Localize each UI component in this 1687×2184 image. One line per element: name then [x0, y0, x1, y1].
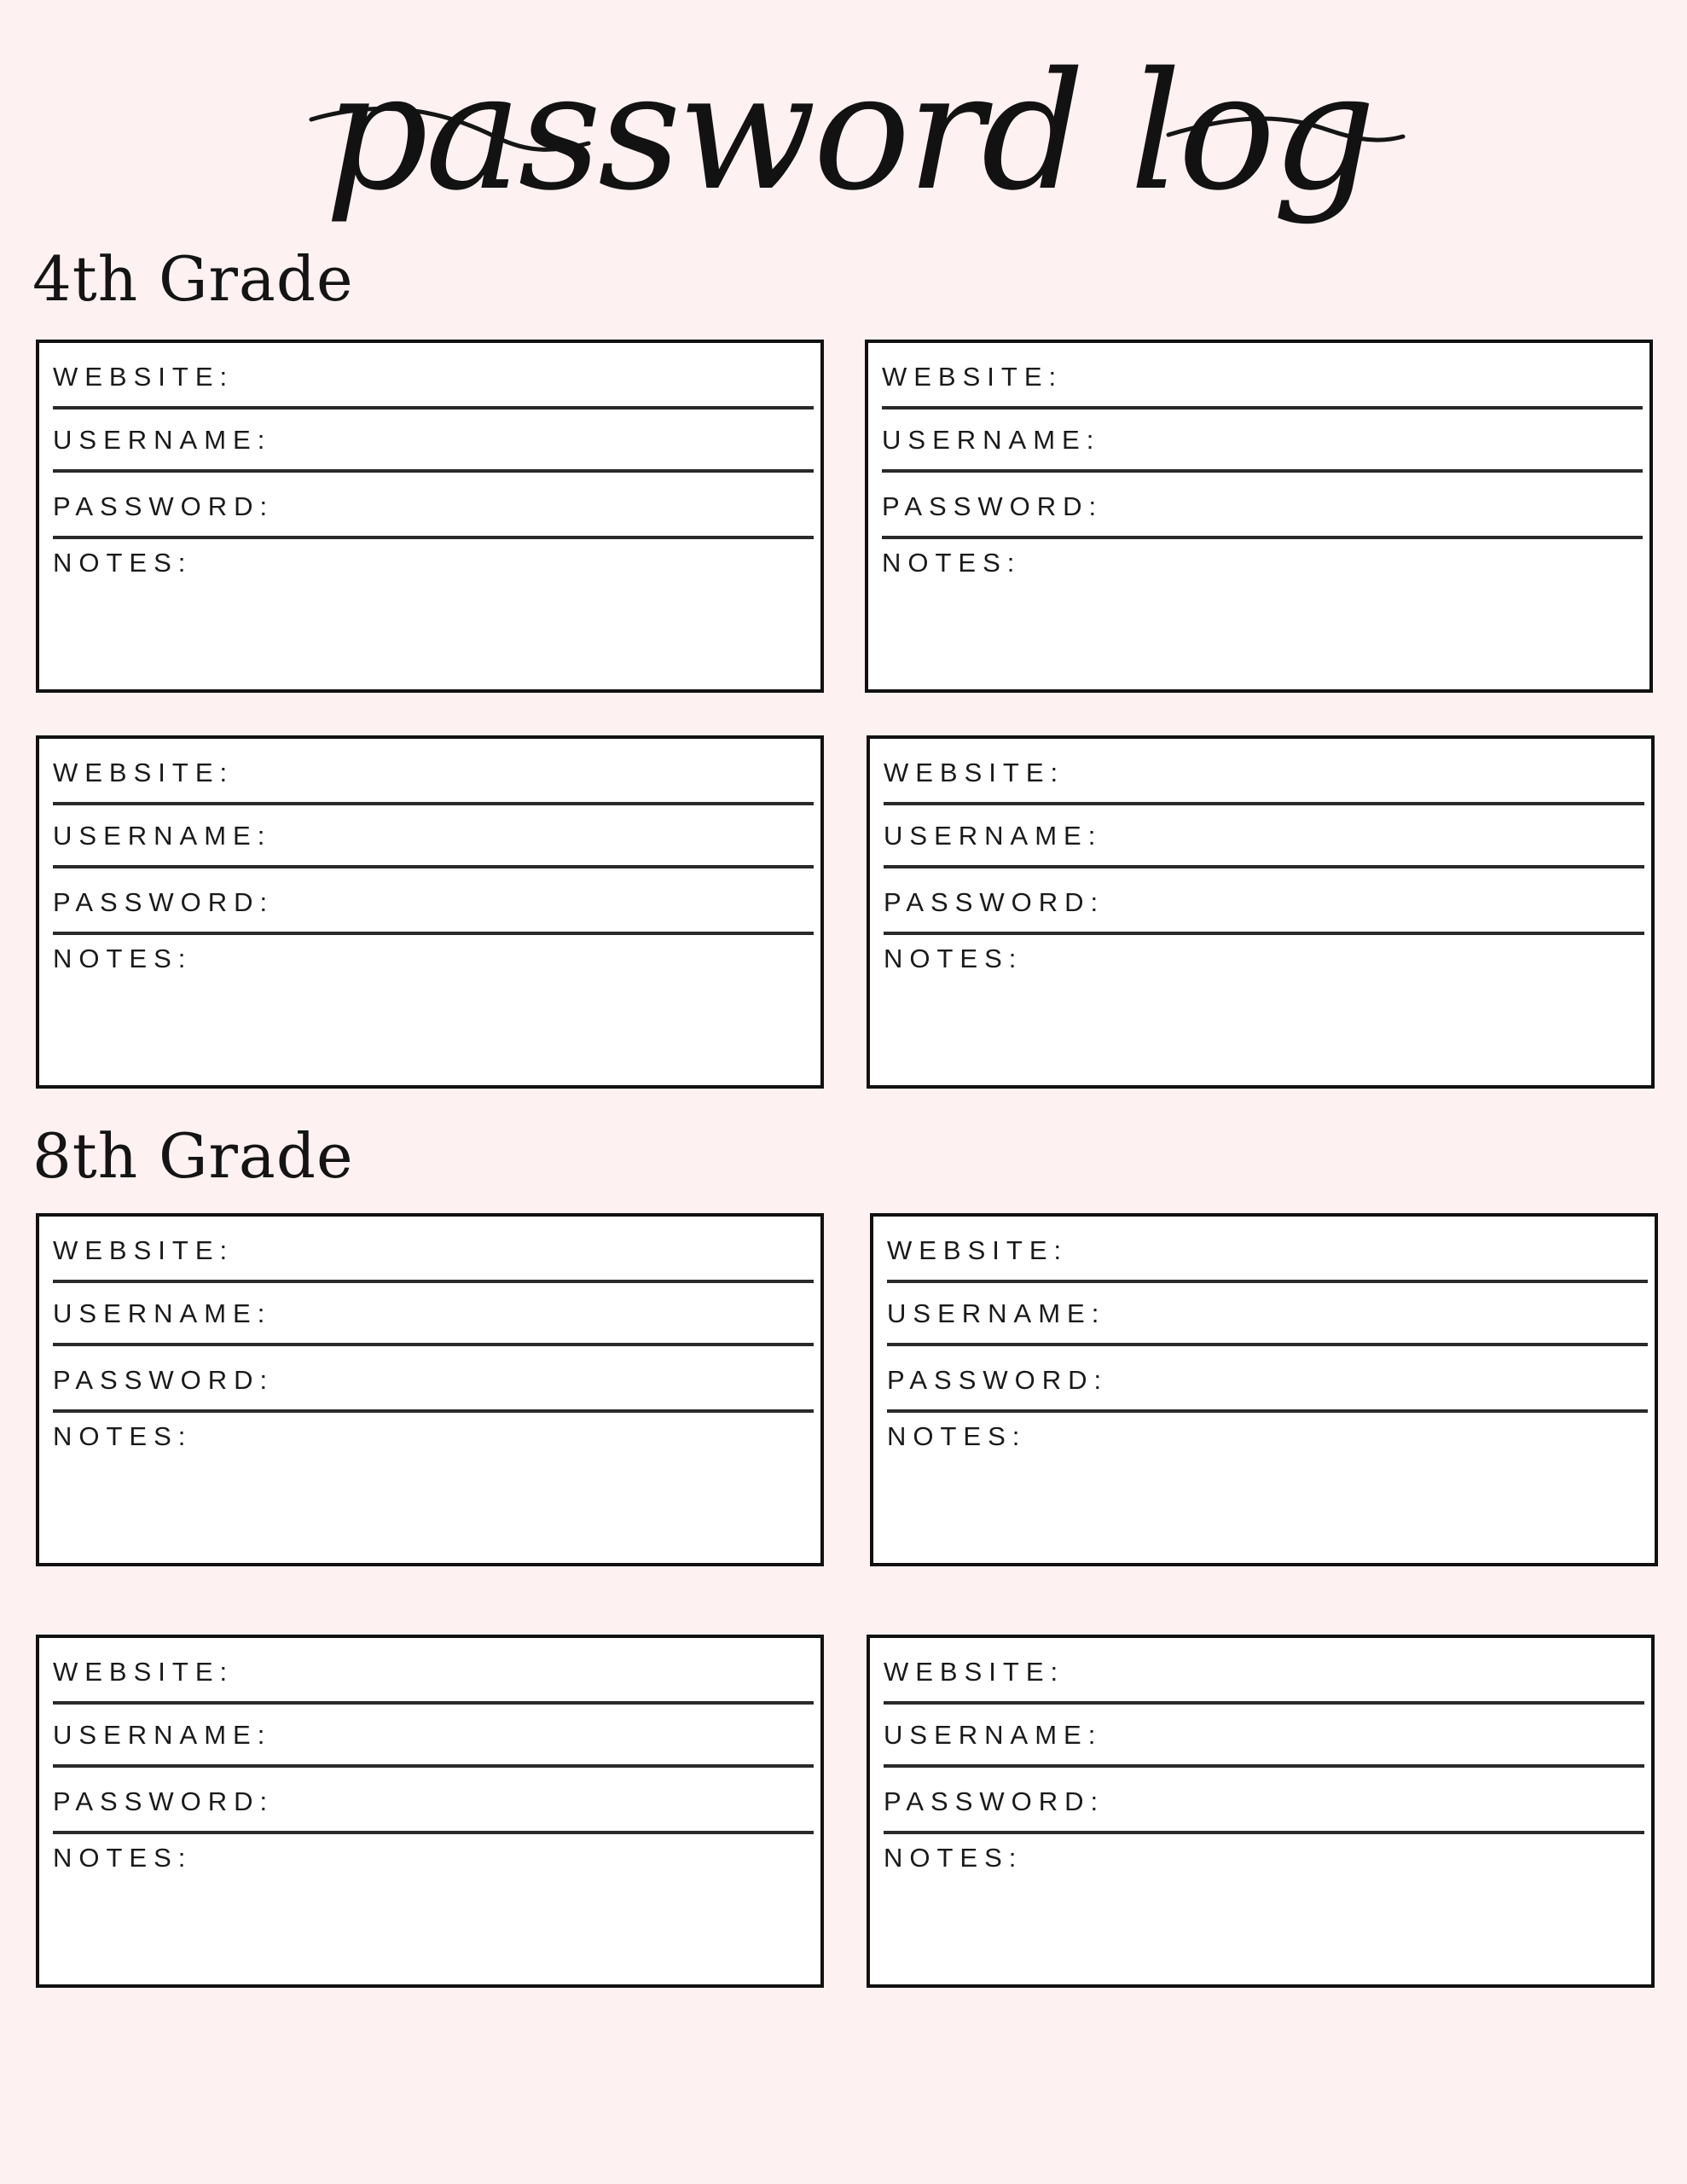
website-label: WEBSITE:	[53, 1235, 235, 1265]
password-card	[865, 340, 1653, 693]
password-card	[36, 1635, 824, 1988]
notes-row[interactable]	[53, 932, 814, 988]
password-label: PASSWORD:	[53, 491, 275, 521]
password-row[interactable]	[53, 1343, 814, 1413]
username-row[interactable]	[884, 802, 1644, 868]
website-label: WEBSITE:	[884, 758, 1065, 787]
password-card	[867, 1635, 1655, 1988]
page-title: password log	[324, 38, 1373, 226]
password-row[interactable]	[53, 469, 814, 539]
username-row[interactable]	[53, 1280, 814, 1346]
website-label: WEBSITE:	[53, 362, 235, 392]
password-row[interactable]	[53, 865, 814, 935]
password-label: PASSWORD:	[884, 887, 1105, 917]
notes-label: NOTES:	[887, 1421, 1027, 1451]
website-label: WEBSITE:	[53, 758, 235, 787]
username-row[interactable]	[887, 1280, 1648, 1346]
notes-label: NOTES:	[884, 1843, 1023, 1873]
password-row[interactable]	[53, 1764, 814, 1834]
username-label: USERNAME:	[882, 425, 1101, 455]
notes-row[interactable]	[884, 1831, 1644, 1887]
notes-row[interactable]	[882, 536, 1643, 592]
notes-row[interactable]	[887, 1409, 1648, 1466]
section-heading-4th-grade: 4th Grade	[32, 243, 354, 315]
username-row[interactable]	[882, 406, 1643, 473]
website-label: WEBSITE:	[887, 1235, 1069, 1265]
notes-label: NOTES:	[53, 1843, 193, 1873]
password-label: PASSWORD:	[887, 1365, 1109, 1395]
password-card	[36, 1213, 824, 1566]
website-row[interactable]	[53, 1217, 814, 1283]
notes-row[interactable]	[53, 1409, 814, 1466]
password-label: PASSWORD:	[53, 887, 275, 917]
username-row[interactable]	[884, 1701, 1644, 1768]
username-label: USERNAME:	[884, 1720, 1103, 1750]
password-card	[870, 1213, 1658, 1566]
website-row[interactable]	[884, 1638, 1644, 1705]
website-label: WEBSITE:	[53, 1657, 235, 1687]
username-label: USERNAME:	[884, 821, 1103, 851]
username-row[interactable]	[53, 1701, 814, 1768]
username-label: USERNAME:	[53, 1720, 272, 1750]
website-label: WEBSITE:	[884, 1657, 1065, 1687]
password-label: PASSWORD:	[53, 1365, 275, 1395]
password-label: PASSWORD:	[882, 491, 1104, 521]
username-label: USERNAME:	[53, 425, 272, 455]
website-label: WEBSITE:	[882, 362, 1064, 392]
username-label: USERNAME:	[53, 1298, 272, 1328]
notes-label: NOTES:	[53, 1421, 193, 1451]
password-card	[36, 340, 824, 693]
notes-row[interactable]	[53, 1831, 814, 1887]
password-row[interactable]	[887, 1343, 1648, 1413]
password-card	[867, 735, 1655, 1089]
password-label: PASSWORD:	[884, 1786, 1105, 1816]
website-row[interactable]	[884, 739, 1644, 805]
website-row[interactable]	[53, 343, 814, 410]
notes-row[interactable]	[53, 536, 814, 592]
username-row[interactable]	[53, 802, 814, 868]
notes-label: NOTES:	[53, 944, 193, 973]
username-row[interactable]	[53, 406, 814, 473]
website-row[interactable]	[887, 1217, 1648, 1283]
username-label: USERNAME:	[53, 821, 272, 851]
notes-label: NOTES:	[882, 548, 1022, 578]
section-heading-8th-grade: 8th Grade	[32, 1120, 354, 1192]
website-row[interactable]	[53, 739, 814, 805]
website-row[interactable]	[882, 343, 1643, 410]
password-row[interactable]	[882, 469, 1643, 539]
password-label: PASSWORD:	[53, 1786, 275, 1816]
page-title-block	[281, 17, 1416, 273]
website-row[interactable]	[53, 1638, 814, 1705]
password-card	[36, 735, 824, 1089]
notes-label: NOTES:	[884, 944, 1023, 973]
username-label: USERNAME:	[887, 1298, 1106, 1328]
password-row[interactable]	[884, 865, 1644, 935]
password-row[interactable]	[884, 1764, 1644, 1834]
notes-row[interactable]	[884, 932, 1644, 988]
notes-label: NOTES:	[53, 548, 193, 578]
